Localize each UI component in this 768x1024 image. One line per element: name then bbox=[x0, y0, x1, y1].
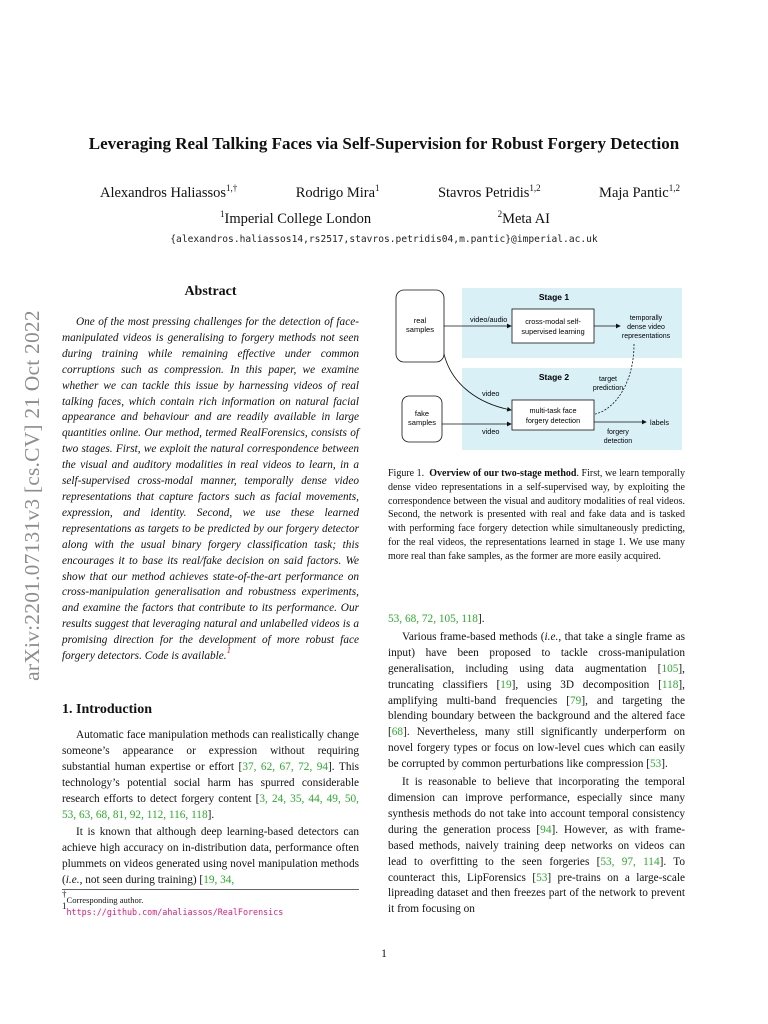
author: Alexandros Haliassos$^{1,\dagger}$ bbox=[100, 183, 238, 201]
citation[interactable]: 37, 62, 67, 72, 94 bbox=[242, 760, 329, 773]
introduction-body bbox=[62, 728, 359, 891]
svg-text:representations: representations bbox=[621, 333, 671, 340]
footnotes bbox=[62, 889, 359, 918]
svg-text:supervised learning: supervised learning bbox=[521, 327, 585, 336]
cross-modal-box bbox=[512, 309, 594, 343]
author: Maja Pantic$^{1,2}$ bbox=[599, 183, 680, 201]
svg-text:detection: detection bbox=[603, 438, 633, 445]
svg-text:forgery: forgery bbox=[607, 429, 629, 436]
arxiv-stamp: arXiv:2201.07131v3 [cs.CV] 21 Oct 2022 bbox=[19, 309, 44, 681]
svg-text:samples: samples bbox=[406, 325, 434, 334]
right-column-body bbox=[388, 612, 685, 920]
overview-figure bbox=[388, 284, 684, 456]
citation[interactable]: 68 bbox=[391, 726, 404, 739]
paper-title: Leveraging Real Talking Faces via Self-Supervision for Robust Forgery Detection bbox=[88, 134, 680, 153]
svg-text:video: video bbox=[482, 389, 500, 398]
svg-text:target: target bbox=[599, 376, 617, 383]
affiliation-list bbox=[220, 211, 550, 228]
svg-text:multi-task face: multi-task face bbox=[529, 406, 577, 415]
figure-caption: Figure 1. Overview of our two-stage method. First, we learn temporally dense video representations in a self-supervised way, by exploiting the correspondence between the visual and auditory modalities of real videos. Second, the network is presented with real and fake data and is tasked with performing face forgery detection while simultaneously predicting, for the real videos, the representations learned in stage 1. We use many more real than fake samples, as the former are more easily acquired. bbox=[388, 468, 686, 562]
author: Rodrigo Mira$^1$ bbox=[295, 183, 380, 201]
multitask-box bbox=[512, 400, 594, 430]
code-link[interactable]: https://github.com/ahaliassos/RealForensics bbox=[66, 907, 284, 917]
abstract-body: One of the most pressing challenges for the detection of face-manipulated videos is generalising to forgery methods not seen during training while remaining effective under common corruptions such as compression. In this paper, we examine whether we can tackle this issue by harnessing videos of real talking faces, which contain rich information on natural facial appearance and behaviour and are readily available in large quantities online. Our method, termed RealForensics, consists of two stages. First, we exploit the natural correspondence between the visual and auditory modalities in real videos to learn, in a self-supervised cross-modal manner, temporally dense video representations that capture factors such as facial movements, expression, and identity. Second, we use these learned representations as targets to be predicted by our forgery detector along with the usual binary forgery classification task; this encourages it to base its real/fake decision on said factors. We show that our method achieves state-of-the-art performance on cross-manipulation generalisation and robustness experiments, and examine the factors that contribute to its performance. Our results suggest that leveraging natural and unlabelled videos is a promising direction for the development of more robust face forgery detectors. Code is available.$^1$ bbox=[62, 316, 359, 663]
citation[interactable]: 94 bbox=[540, 823, 552, 836]
author-emails: {alexandros.haliassos14,rs2517,stavros.petridis04,m.pantic}@imperial.ac.uk bbox=[170, 234, 598, 245]
author: Stavros Petridis$^{1,2}$ bbox=[437, 183, 541, 201]
svg-text:fake: fake bbox=[414, 409, 430, 418]
svg-text:prediction: prediction bbox=[592, 385, 624, 392]
svg-text:cross-modal self-: cross-modal self- bbox=[525, 317, 581, 326]
paragraph: Various frame-based methods (i.e., that take a single frame as input) have been proposed to tackle cross-manipulation generalisation, including using data augmentation [105], truncating classifiers [19], using 3D decomposition [118], amplifying multi-band frequencies [79], and targeting the blending boundary between the background and the altered face [68]. Nevertheless, many still significantly underperform on novel forgery types or focus on low-level cues which can easily be corrupted by common perturbations like compression [53]. bbox=[388, 630, 685, 771]
paragraph: It is reasonable to believe that incorporating the temporal dimension can improve performance, especially since many synthesis methods do not take into account temporal consistency during the generation process [94]. However, as with frame-based methods, naively training deep networks on videos can lead to overfitting to the seen forgeries [53, 97, 114]. To counteract this, LipForensics [53] pre-trains on a large-scale lipreading dataset and then freezes part of the network to prevent it from focusing on bbox=[388, 776, 685, 916]
citation[interactable]: 53 bbox=[649, 758, 662, 771]
paragraph: 53, 68, 72, 105, 118]. bbox=[388, 613, 485, 625]
citation[interactable]: 79 bbox=[570, 694, 582, 707]
stage2-label: Stage 2 bbox=[538, 372, 570, 382]
svg-text:labels: labels bbox=[650, 418, 670, 427]
svg-text:video/audio: video/audio bbox=[470, 315, 508, 324]
affiliation: $^2$Meta AI bbox=[497, 209, 550, 227]
citation[interactable]: 118 bbox=[661, 678, 679, 691]
page-number: 1 bbox=[381, 948, 387, 960]
paragraph: It is known that although deep learning-based detectors can achieve high accuracy on in-distribution data, performance often plummets on videos generated using novel manipulation methods (i.e., not seen during training) [19, 34, bbox=[62, 826, 359, 887]
citation[interactable]: 53 bbox=[536, 871, 548, 884]
citation[interactable]: 105 bbox=[661, 662, 679, 675]
svg-text:dense video: dense video bbox=[627, 324, 665, 331]
footnote-ref[interactable]: 1 bbox=[226, 645, 232, 656]
footnote-corresponding: †Corresponding author. bbox=[62, 889, 144, 905]
svg-text:real: real bbox=[413, 316, 427, 325]
footnote-code-url: $^1$https://github.com/ahaliassos/RealForensics bbox=[62, 901, 284, 917]
svg-text:forgery detection: forgery detection bbox=[525, 416, 581, 425]
citation[interactable]: 19 bbox=[500, 678, 512, 691]
citation[interactable]: 3, 24, 35, 44, 49, 50, 53, 63, 68, 81, 92, 112, 116, 118 bbox=[62, 792, 359, 821]
stage1-label: Stage 1 bbox=[538, 292, 570, 302]
citation[interactable]: 19, 34, bbox=[203, 874, 235, 887]
citation[interactable]: 53, 97, 114 bbox=[600, 855, 660, 868]
section-heading-introduction: 1. Introduction bbox=[62, 702, 152, 717]
svg-text:temporally: temporally bbox=[629, 315, 663, 322]
overview-diagram bbox=[388, 284, 684, 456]
svg-text:samples: samples bbox=[408, 418, 436, 427]
paragraph: Automatic face manipulation methods can realistically change someone’s appearance or expression without requiring substantial human expertise or effort [37, 62, 67, 72, 94]. This technology’s potential social harm has spurred considerable research efforts to detect forgery content [3, 24, 35, 44, 49, 50, 53, 63, 68, 81, 92, 112, 116, 118]. bbox=[62, 729, 359, 821]
svg-text:video: video bbox=[482, 427, 500, 436]
abstract-heading: Abstract bbox=[184, 284, 237, 299]
citation[interactable]: 53, 68, 72, 105, 118 bbox=[388, 613, 478, 625]
affiliation: $^1$Imperial College London bbox=[220, 209, 372, 227]
author-list bbox=[100, 185, 680, 202]
